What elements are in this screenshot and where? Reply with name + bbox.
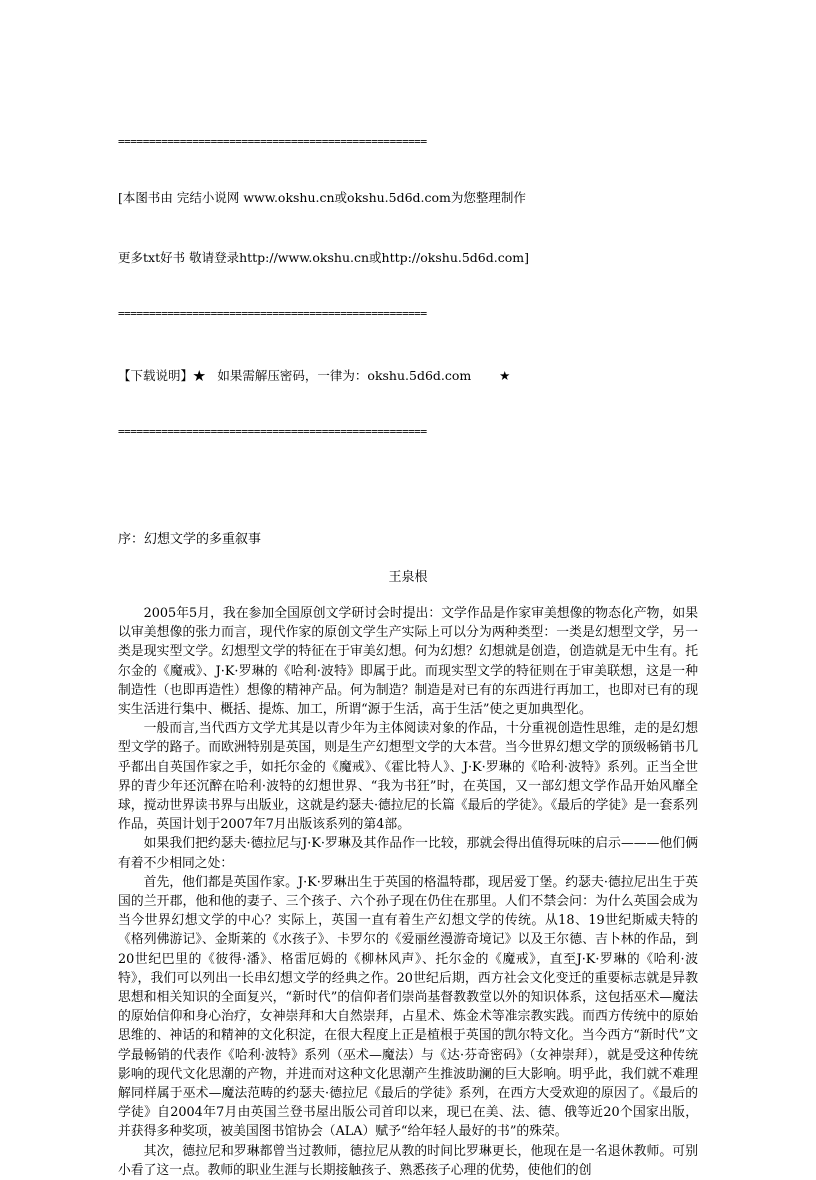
source-line-1: [本图书由 完结小说网 www.okshu.cn或okshu.5d6d.com为您整理制作: [118, 190, 526, 205]
article-author: 王泉根: [388, 570, 428, 585]
body-paragraph: 首先，他们都是英国作家。J·K·罗琳出生于英国的格温特郡，现居爱丁堡。约瑟夫·德拉尼出生于英国的兰开郡，他和他的妻子、三个孩子、六个孙子现在仍住在那里。人们不禁会问：为什么英国会成为当今世界幻想文学的中心？实际上，英国一直有着生产幻想文学的传统。从18、19世纪斯威夫特的《格列佛游记》、金斯莱的《水孩子》、卡罗尔的《爱丽丝漫游奇境记》以及王尔德、吉卜林的作品，到20世纪巴里的《彼得·潘》、格雷厄姆的《柳林风声》、托尔金的《魔戒》，直至J·K·罗琳的《哈利·波特》，我们可以列出一长串幻想文学的经典之作。20世纪后期，西方社会文化变迁的重要标志就是异教思想和相关知识的全面复兴，“新时代”的信仰者们崇尚基督教教堂以外的知识体系，这包括巫术—魔法的原始信仰和身心治疗，女神崇拜和大自然崇拜，占星术、炼金术等准宗教实践。而西方传统中的原始思维的、神话的和精神的文化积淀，在很大程度上正是植根于英国的凯尔特文化。当今西方“新时代”文学最畅销的代表作《哈利·波特》系列（巫术—魔法）与《达·芬奇密码》（女神崇拜），就是受这种传统影响的现代文化思潮的产物，并进而对这种文化思潮产生推波助澜的巨大影响。明乎此，我们就不难理解同样属于巫术—魔法范畴的约瑟夫·德拉尼《最后的学徒》系列，在西方大受欢迎的原因了。《最后的学徒》自2004年7月由英国兰登书屋出版公司首印以来，现已在美、法、德、俄等近20个国家出版，并获得多种奖项，被美国图书馆协会（ALA）赋予“给年轻人最好的书”的殊荣。: [118, 874, 698, 1140]
document-page: [118, 96, 698, 1180]
separator-rule-top: ==================================================: [118, 136, 427, 148]
separator-rule-bottom: ==================================================: [118, 426, 427, 438]
body-paragraph: 一般而言,当代西方文学尤其是以青少年为主体阅读对象的作品，十分重视创造性思维，走的是幻想型文学的路子。而欧洲特别是英国，则是生产幻想型文学的大本营。当今世界幻想文学的顶级畅销书几乎都出自英国作家之手，如托尔金的《魔戒》、《霍比特人》、J·K·罗琳的《哈利·波特》系列。正当全世界的青少年还沉醉在哈利·波特的幻想世界、“我为书狂”时，在英国，又一部幻想文学作品开始风靡全球，搅动世界读书界与出版业，这就是约瑟夫·德拉尼的长篇《最后的学徒》。《最后的学徒》是一套系列作品，英国计划于2007年7月出版该系列的第4部。: [118, 721, 698, 833]
body-paragraph: 如果我们把约瑟夫·德拉尼与J·K·罗琳及其作品作一比较，那就会得出值得玩味的启示———他们俩有着不少相同之处：: [118, 836, 698, 871]
header-spacer: [118, 478, 698, 530]
separator-rule-middle: ==================================================: [118, 308, 427, 320]
download-note: 【下载说明】★ 如果需解压密码，一律为：okshu.5d6d.com ★: [118, 368, 511, 383]
source-header: [118, 96, 698, 478]
body-paragraph: 2005年5月，我在参加全国原创文学研讨会时提出：文学作品是作家审美想像的物态化产物，如果以审美想像的张力而言，现代作家的原创文学生产实际上可以分为两种类型：一类是幻想型文学，另一类是现实型文学。幻想型文学的特征在于审美幻想。何为幻想？幻想就是创造，创造就是无中生有。托尔金的《魔戒》、J·K·罗琳的《哈利·波特》即属于此。而现实型文学的特征则在于审美联想，这是一种制造性（也即再造性）想像的精神产品。何为制造？制造是对已有的东西进行再加工，也即对已有的现实生活进行集中、概括、提炼、加工，所谓“源于生活，高于生活”使之更加典型化。: [118, 606, 698, 718]
article-body: [118, 604, 698, 1180]
body-paragraph: 其次，德拉尼和罗琳都曾当过教师，德拉尼从教的时间比罗琳更长，他现在是一名退休教师。可别小看了这一点。教师的职业生涯与长期接触孩子、熟悉孩子心理的优势，使他们的创: [118, 1143, 698, 1178]
article-title: 序：幻想文学的多重叙事: [118, 532, 262, 547]
source-line-2: 更多txt好书 敬请登录http://www.okshu.cn或http://okshu.5d6d.com]: [118, 250, 529, 265]
